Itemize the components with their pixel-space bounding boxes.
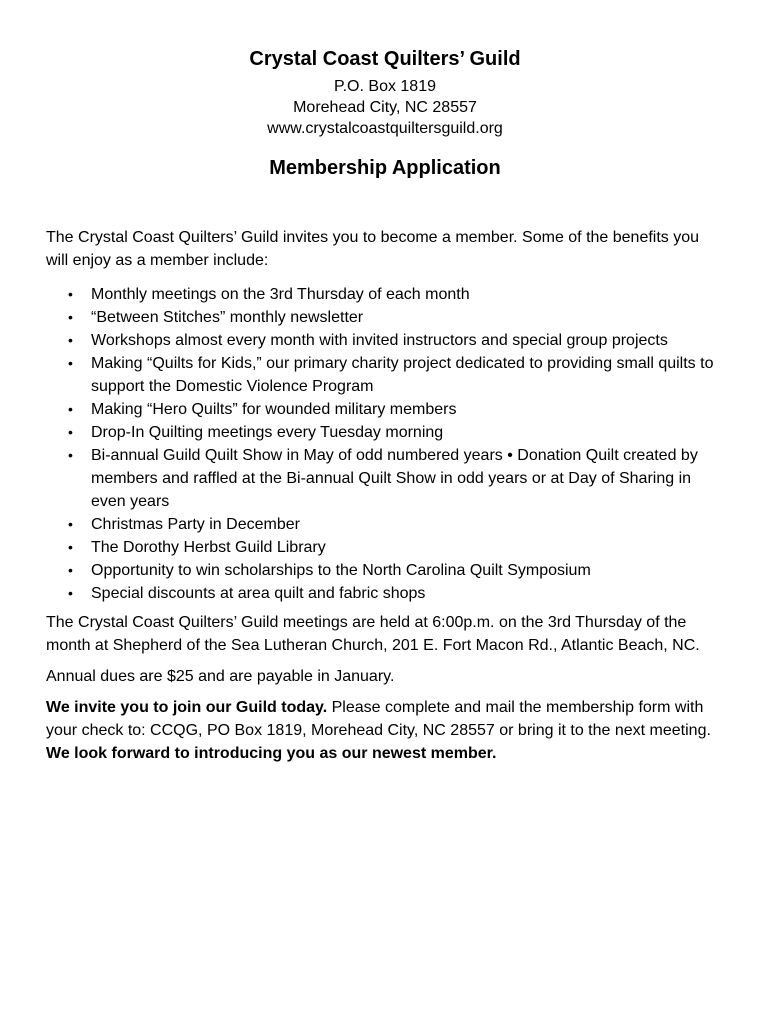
dues-paragraph: Annual dues are $25 and are payable in January. — [46, 668, 395, 685]
org-name: Crystal Coast Quilters’ Guild — [249, 48, 521, 70]
benefit-text: Special discounts at area quilt and fabric shops — [91, 585, 426, 602]
list-item — [46, 283, 724, 306]
list-item — [46, 559, 724, 582]
city-line: Morehead City, NC 28557 — [293, 99, 477, 116]
list-item — [46, 352, 724, 398]
list-item — [46, 329, 724, 352]
form-title: Membership Application — [269, 157, 501, 179]
benefit-text: Drop-In Quilting meetings every Tuesday morning — [91, 424, 444, 441]
bullet-icon: • — [68, 585, 73, 601]
benefit-text: Opportunity to win scholarships to the North Carolina Quilt Symposium — [91, 562, 591, 579]
bullet-icon: • — [68, 516, 73, 532]
closing-statement: We look forward to introducing you as our newest member. — [46, 745, 497, 762]
bullet-icon: • — [68, 401, 73, 417]
benefit-text: Christmas Party in December — [91, 516, 300, 533]
benefit-text: Making “Quilts for Kids,” our primary charity project dedicated to providing small quilts to support the Domestic Violence Program — [91, 355, 714, 395]
benefit-text: Making “Hero Quilts” for wounded military members — [91, 401, 457, 418]
benefits-list — [46, 283, 724, 605]
benefit-text: Monthly meetings on the 3rd Thursday of each month — [91, 286, 470, 303]
meetings-paragraph: The Crystal Coast Quilters’ Guild meetings are held at 6:00p.m. on the 3rd Thursday of the month at Shepherd of the Sea Lutheran Church, 201 E. Fort Macon Rd., Atlantic Beach, NC. — [46, 614, 700, 654]
closing-paragraph — [46, 696, 724, 765]
bullet-icon: • — [68, 539, 73, 555]
list-item — [46, 582, 724, 605]
po-box: P.O. Box 1819 — [334, 78, 436, 95]
benefit-text: Workshops almost every month with invited instructors and special group projects — [91, 332, 668, 349]
benefit-text: “Between Stitches” monthly newsletter — [91, 309, 364, 326]
list-item — [46, 536, 724, 559]
website-url: www.crystalcoastquiltersguild.org — [267, 120, 503, 137]
list-item — [46, 444, 724, 513]
intro-paragraph: The Crystal Coast Quilters’ Guild invites you to become a member. Some of the benefits you will enjoy as a member include: — [46, 229, 700, 269]
bullet-icon: • — [68, 286, 73, 302]
benefit-text: Bi-annual Guild Quilt Show in May of odd numbered years • Donation Quilt created by members and raffled at the Bi-annual Quilt Show in odd years or at Day of Sharing in even years — [91, 447, 698, 510]
list-item — [46, 513, 724, 536]
list-item — [46, 421, 724, 444]
invite-statement: We invite you to join our Guild today. — [46, 699, 328, 716]
bullet-icon: • — [68, 562, 73, 578]
mailing-instructions: Please complete and mail the membership form with your check to: CCQG, PO Box 1819, Morehead City, NC 28557 or bring it to the next meeting. — [46, 699, 711, 739]
bullet-icon: • — [68, 355, 73, 371]
bullet-icon: • — [68, 424, 73, 440]
list-item — [46, 398, 724, 421]
bullet-icon: • — [68, 332, 73, 348]
benefit-text: The Dorothy Herbst Guild Library — [91, 539, 326, 556]
bullet-icon: • — [68, 447, 73, 463]
bullet-icon: • — [68, 309, 73, 325]
list-item — [46, 306, 724, 329]
